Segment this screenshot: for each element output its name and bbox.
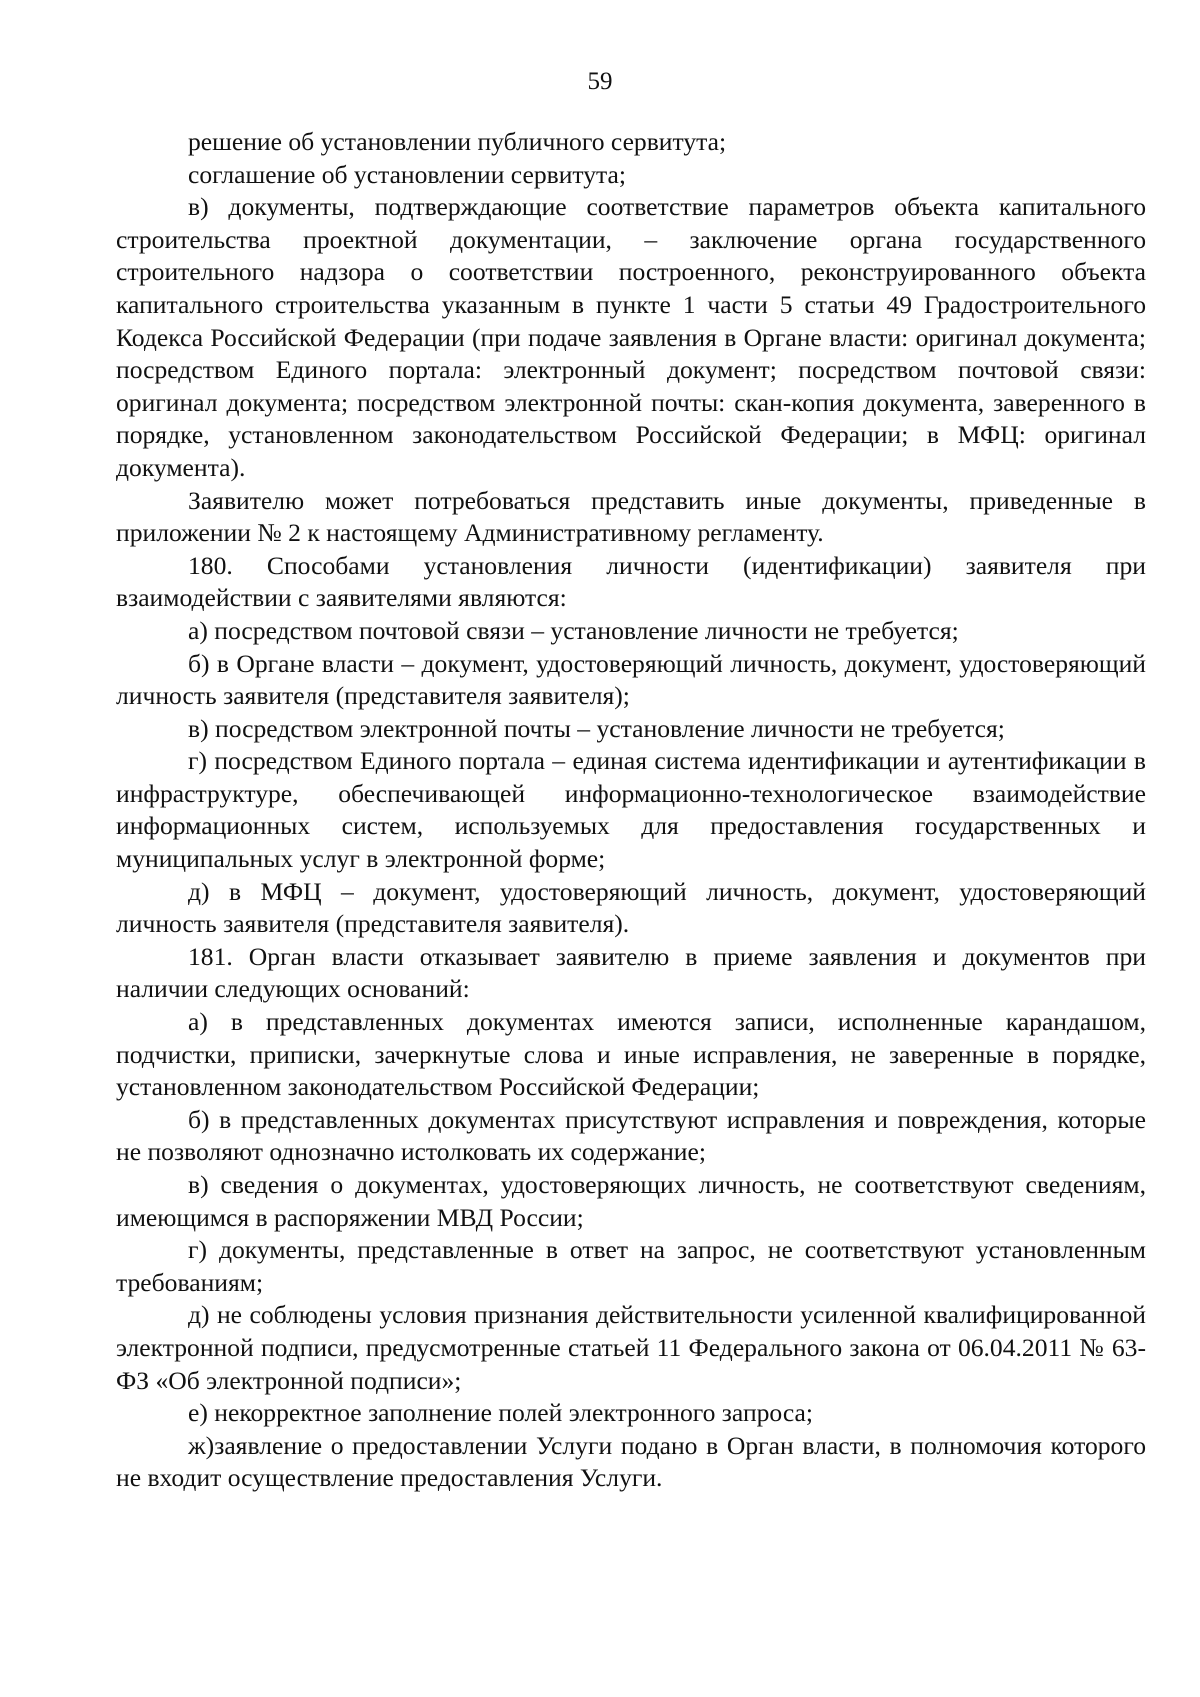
- paragraph-181-v: в) сведения о документах, удостоверяющих личность, не соответствуют сведениям, имеющимся в распоряжении МВД России;: [116, 1170, 1146, 1232]
- page-number: 59: [587, 68, 613, 95]
- paragraph-servitude-agreement: соглашение об установлении сервитута;: [188, 159, 627, 189]
- paragraph-180-g: г) посредством Единого портала – единая система идентификации и аутентификации в инфраструктуре, обеспечивающей информационно-технологическое взаимодействие информационных систем, используемых для предоставления государственных и муниципальных услуг в электронной форме;: [116, 746, 1146, 874]
- paragraph-181-g: г) документы, представленные в ответ на запрос, не соответствуют установленным требованиям;: [116, 1235, 1146, 1297]
- paragraph-180-d: д) в МФЦ – документ, удостоверяющий личность, документ, удостоверяющий личность заявителя (представителя заявителя).: [116, 876, 1146, 939]
- paragraph-item-v-documents: в) документы, подтверждающие соответствие параметров объекта капитального строительства проектной документации, – заключение органа государственного строительного надзора о соответствии построенного, реконструированного объекта капитального строительства указанным в пункте 1 части 5 статьи 49 Градостроительного Кодекса Российской Федерации (при подаче заявления в Органе власти: оригинал документа; посредством Единого портала: электронный документ; посредством почтовой связи: оригинал документа; посредством электронной почты: скан-копия документа, заверенного в порядке, установленном законодательством Российской Федерации; в МФЦ: оригинал документа).: [116, 192, 1146, 482]
- paragraph-public-servitude-decision: решение об установлении публичного сервитута;: [188, 127, 727, 156]
- paragraph-180-b: б) в Органе власти – документ, удостоверяющий личность, документ, удостоверяющий личность заявителя (представителя заявителя);: [116, 648, 1146, 711]
- paragraph-181-heading: 181. Орган власти отказывает заявителю в приеме заявления и документов при наличии следующих оснований:: [116, 941, 1146, 1004]
- paragraph-180-v: в) посредством электронной почты – установление личности не требуется;: [188, 713, 1005, 743]
- paragraph-181-e: е) некорректное заполнение полей электронного запроса;: [188, 1398, 814, 1428]
- paragraph-180-a: а) посредством почтовой связи – установление личности не требуется;: [188, 615, 959, 645]
- page-body: [116, 126, 1146, 1495]
- paragraph-181-zh: ж)заявление о предоставлении Услуги подано в Орган власти, в полномочия которого не входит осуществление предоставления Услуги.: [116, 1430, 1146, 1493]
- paragraph-181-d: д) не соблюдены условия признания действительности усиленной квалифицированной электронной подписи, предусмотренные статьей 11 Федерального закона от 06.04.2011 № 63-ФЗ «Об электронной подписи»;: [116, 1300, 1146, 1395]
- paragraph-181-b: б) в представленных документах присутствуют исправления и повреждения, которые не позволяют однозначно истолковать их содержание;: [116, 1104, 1146, 1167]
- paragraph-other-documents: Заявителю может потребоваться представить иные документы, приведенные в приложении № 2 к настоящему Административному регламенту.: [116, 485, 1146, 548]
- paragraph-180-heading: 180. Способами установления личности (идентификации) заявителя при взаимодействии с заявителями являются:: [116, 550, 1146, 613]
- paragraph-181-a: а) в представленных документах имеются записи, исполненные карандашом, подчистки, приписки, зачеркнутые слова и иные исправления, не заверенные в порядке, установленном законодательством Российской Федерации;: [116, 1007, 1146, 1102]
